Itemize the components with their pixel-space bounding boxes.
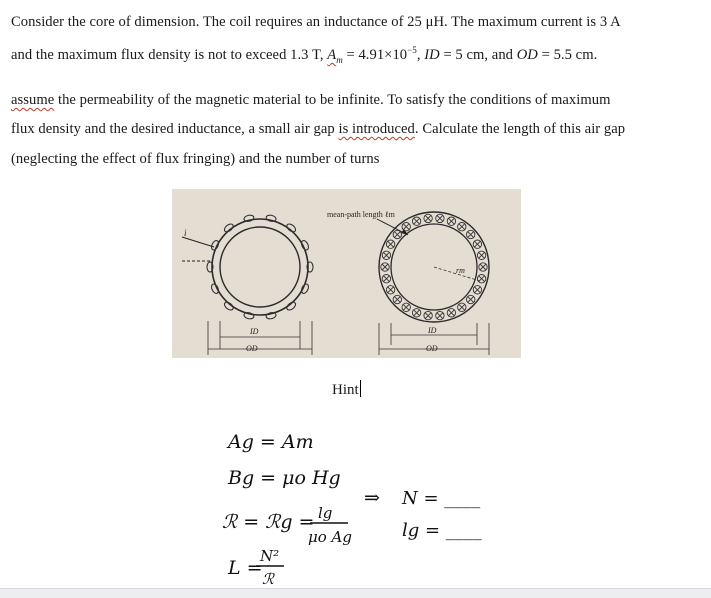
id-symbol: ID [424,46,440,63]
conductor-cross-mark [479,252,485,258]
conductor-cross-mark [468,232,474,238]
coil-winding [210,283,220,295]
coil-winding [266,312,277,320]
conductor-cross-mark [448,310,454,316]
problem-text-1: Consider the core of dimension. The coil requires an inductance of 25 μH. The maximum current is 3 A [11,14,621,30]
comma: , [416,46,425,63]
conductor-cross-mark [459,304,465,310]
hand-eq-4-den: ℛ [262,570,274,588]
hand-eq-3-left: ℛ = ℛg = [222,511,315,533]
od-value: = 5.5 cm. [537,46,598,63]
conductor-cross-mark [437,313,443,319]
problem-line-5 [11,151,379,168]
left-id-label: ID [250,327,259,336]
conductor-cross-mark [382,264,388,270]
right-id-label: ID [428,326,437,335]
left-toroid [182,214,313,355]
hand-answer-lg: lg = ____ [402,520,482,541]
mean-path-label: mean-path length ℓm [327,210,395,219]
conductor-cross-mark [448,218,454,224]
conductor-cross-mark [425,215,431,221]
spelling-flag-word: assume [11,92,55,108]
grammar-flag-phrase: is introduced [338,121,415,137]
coil-winding [243,312,254,320]
conductor-cross-mark [383,252,389,258]
conductor-cross-mark [403,304,409,310]
conductor-cross-mark [425,313,431,319]
left-current-label: i [184,228,187,238]
area-value: = 4.91×10 [342,46,408,63]
toroid-diagram [172,189,521,358]
coil-winding [266,214,277,222]
conductor-cross-mark [414,310,420,316]
hand-eq-4-left: L = [228,557,263,579]
problem-line-1 [11,14,621,31]
coil-winding [210,239,220,251]
area-exponent: −5 [407,45,417,55]
left-od-label: OD [246,344,258,353]
conductor-cross-mark [474,287,480,293]
conductor-cross-mark [394,232,400,238]
problem-text-5: (neglecting the effect of flux fringing) and the number of turns [11,151,380,167]
conductor-cross-mark [468,296,474,302]
conductor-cross-mark [383,276,389,282]
coil-winding [243,214,254,222]
hint-text-box[interactable] [332,380,361,399]
problem-line-3 [11,92,611,109]
hand-answer-n: N = ____ [402,488,481,509]
hand-eq-1: Ag = Am [228,431,314,453]
conductor-cross-mark [388,241,394,247]
coil-winding [285,222,297,233]
handwritten-notes [218,418,508,588]
hand-arrow: ⇒ [364,487,380,509]
coil-winding [300,239,310,251]
conductor-cross-mark [480,264,486,270]
hand-eq-4-num: N² [260,547,280,565]
coil-winding [285,301,297,312]
conductor-cross-mark [437,215,443,221]
conductor-cross-mark [459,224,465,230]
toroid-figure[interactable] [172,189,521,358]
hand-eq-3-num: lg [318,504,333,522]
hand-eq-3-den: μo Ag [308,528,352,546]
area-symbol: $A_m$ [327,46,343,65]
conductor-cross-mark [414,218,420,224]
coil-winding [223,301,235,312]
conductor-cross-mark [388,287,394,293]
hint-label: Hint [332,382,359,398]
rm-label: rm [456,266,465,275]
text-cursor [360,380,361,397]
id-value: = 5 cm, and [439,46,517,63]
conductor-cross-mark [394,296,400,302]
problem-text-2a: and the maximum flux density is not to exceed 1.3 T, [11,46,324,63]
coil-winding [223,222,235,233]
right-od-label: OD [426,344,438,353]
coil-winding [300,283,310,295]
problem-line-2 [11,45,597,65]
right-toroid [327,210,489,355]
problem-text-3: the permeability of the magnetic material to be infinite. To satisfy the conditions of maximum [54,92,611,108]
problem-line-4 [11,121,625,138]
hand-eq-2: Bg = μo Hg [228,467,341,489]
problem-text-4b: . Calculate the length of this air gap [414,121,626,137]
conductor-cross-mark [474,241,480,247]
conductor-cross-mark [403,224,409,230]
problem-text-4a: flux density and the desired inductance, a small air gap [11,121,339,137]
od-symbol: OD [516,46,538,63]
